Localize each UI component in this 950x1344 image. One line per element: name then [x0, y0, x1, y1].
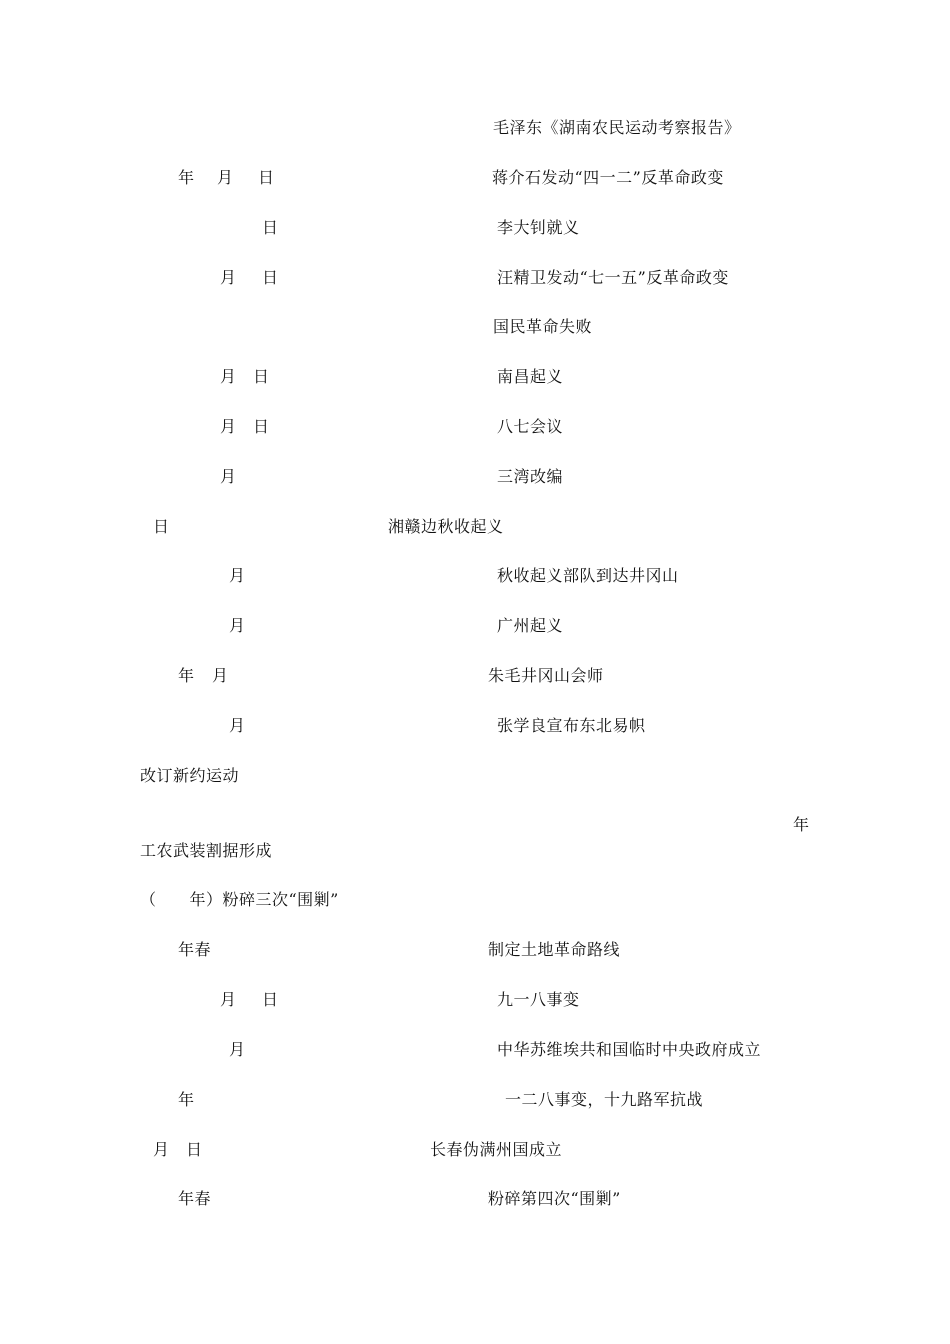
date-month: 月 — [220, 990, 237, 1009]
timeline-event: 湘赣边秋收起义 — [388, 517, 504, 536]
date-month: 月 — [220, 367, 237, 386]
timeline-event: （ 年）粉碎三次“围剿” — [140, 890, 339, 909]
date-year: 年 — [178, 1090, 195, 1109]
date-year: 年 — [793, 815, 810, 834]
date-year: 年 — [178, 168, 195, 187]
timeline-event: 三湾改编 — [497, 467, 564, 486]
timeline-event: 南昌起义 — [497, 367, 564, 386]
timeline-event: 九一八事变 — [497, 990, 580, 1009]
timeline-event: 李大钊就义 — [497, 218, 580, 237]
date-year: 年 — [178, 666, 195, 685]
timeline-event: 改订新约运动 — [140, 766, 240, 785]
date-day: 日 — [253, 367, 270, 386]
timeline-event: 八七会议 — [497, 417, 564, 436]
timeline-event: 长春伪满州国成立 — [430, 1140, 563, 1159]
timeline-event: 制定土地革命路线 — [488, 940, 621, 959]
timeline-event: 一二八事变，十九路军抗战 — [505, 1090, 704, 1109]
timeline-event: 蒋介石发动“四一二”反革命政变 — [492, 168, 724, 187]
timeline-event: 毛泽东《湖南农民运动考察报告》 — [493, 118, 741, 137]
date-day: 日 — [153, 517, 170, 536]
date-month: 月 — [229, 566, 246, 585]
date-month: 月 — [153, 1140, 170, 1159]
timeline-event: 张学良宣布东北易帜 — [497, 716, 646, 735]
date-month: 月 — [217, 168, 234, 187]
date-day: 日 — [253, 417, 270, 436]
timeline-event: 广州起义 — [497, 616, 564, 635]
date-season: 年春 — [178, 940, 212, 959]
date-day: 日 — [262, 218, 279, 237]
date-month: 月 — [220, 268, 237, 287]
timeline-event: 汪精卫发动“七一五”反革命政变 — [497, 268, 729, 287]
date-month: 月 — [229, 716, 246, 735]
timeline-event: 中华苏维埃共和国临时中央政府成立 — [497, 1040, 762, 1059]
date-day: 日 — [186, 1140, 203, 1159]
date-month: 月 — [212, 666, 229, 685]
timeline-event: 秋收起义部队到达井冈山 — [497, 566, 679, 585]
date-month: 月 — [220, 467, 237, 486]
date-day: 日 — [258, 168, 275, 187]
timeline-event: 朱毛井冈山会师 — [488, 666, 604, 685]
timeline-event: 粉碎第四次“围剿” — [488, 1189, 621, 1208]
date-month: 月 — [229, 1040, 246, 1059]
date-month: 月 — [229, 616, 246, 635]
date-day: 日 — [262, 268, 279, 287]
timeline-event: 国民革命失败 — [493, 317, 593, 336]
timeline-event: 工农武装割据形成 — [140, 841, 273, 860]
date-day: 日 — [262, 990, 279, 1009]
date-season: 年春 — [178, 1189, 212, 1208]
date-month: 月 — [220, 417, 237, 436]
